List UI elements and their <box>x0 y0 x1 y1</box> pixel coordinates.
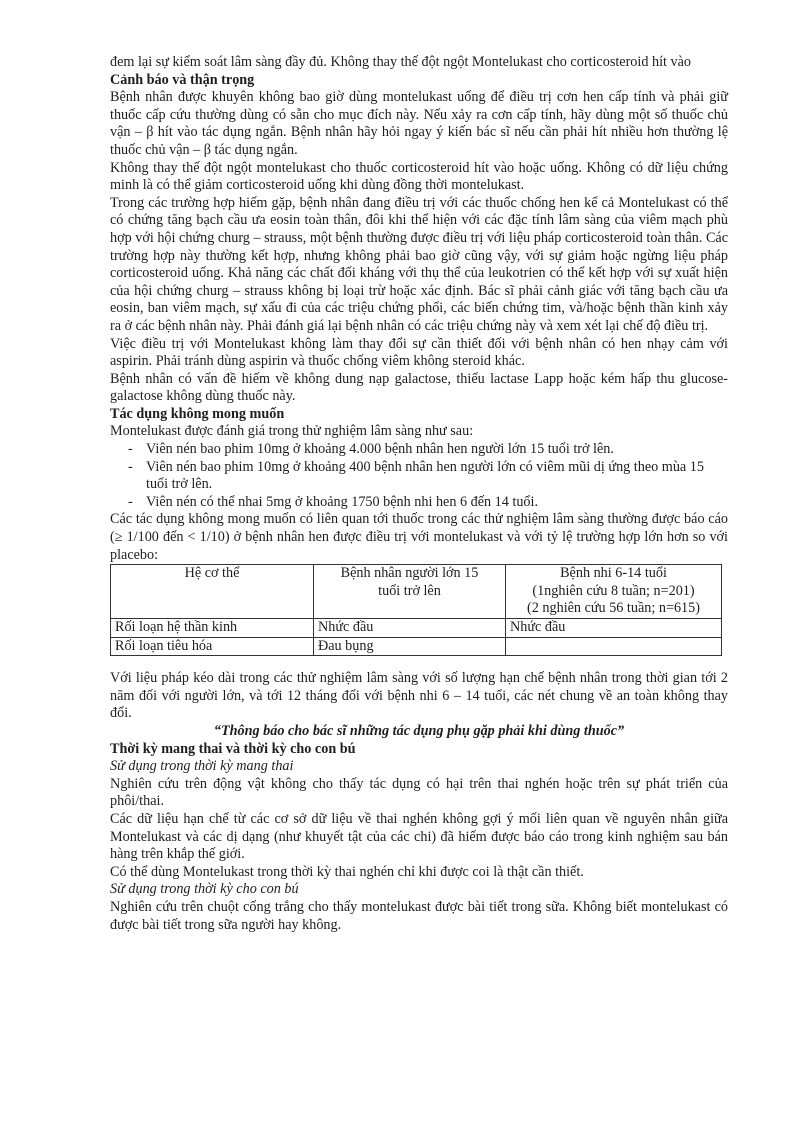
adverse-effects-table <box>110 564 722 656</box>
header-text: Hệ cơ thể <box>184 565 240 582</box>
heading-pregnancy-lactation: Thời kỳ mang thai và thời kỳ cho con bú <box>110 740 356 757</box>
paragraph-warning-4: Việc điều trị với Montelukast không làm thay đổi sự cần thiết đối với bệnh nhân có hen nhạy cảm với aspirin. Phải tránh dùng aspirin và thuốc chống viêm không steroid khác. <box>110 335 728 370</box>
paragraph-warning-2: Không thay thế đột ngột montelukast cho thuốc corticosteroid hít vào hoặc uống. Không có dữ liệu chứng minh là có thể giảm corticosteroid uống khi dùng đồng thời montelukast. <box>110 159 728 194</box>
paragraph-adverse-table-intro: Các tác dụng không mong muốn có liên quan tới thuốc trong các thử nghiệm lâm sàng thường được báo cáo (≥ 1/100 đến < 1/10) ở bệnh nhân hen được điều trị với montelukast và với tỷ lệ trường hợp lớn hơn so với placebo: <box>110 511 728 563</box>
paragraph-warning-5: Bệnh nhân có vấn đề hiếm về không dung nạp galactose, thiếu lactase Lapp hoặc kém hấp thu glucose- galactose không dùng thuốc này. <box>110 370 728 405</box>
table-cell <box>506 637 722 656</box>
paragraph-long-term: Với liệu pháp kéo dài trong các thử nghiệm lâm sàng với số lượng hạn chế bệnh nhân trong thời gian tới 2 năm đối với người lớn, và tới 12 tháng đối với bệnh nhi 6 – 14 tuổi, các nét chung về an toàn không thay đổi. <box>110 670 728 722</box>
heading-warnings: Cảnh báo và thận trọng <box>110 71 255 88</box>
table-header-body-system <box>111 565 314 619</box>
header-text: (2 nghiên cứu 56 tuần; n=615) <box>527 600 700 617</box>
paragraph-intro: đem lại sự kiểm soát lâm sàng đầy đủ. Không thay thế đột ngột Montelukast cho corticosteroid hít vào <box>110 54 691 70</box>
doctor-notice-quote: “Thông báo cho bác sĩ những tác dụng phụ gặp phải khi dùng thuốc” <box>213 722 625 739</box>
table-cell: Nhức đầu <box>506 619 722 638</box>
paragraph-pregnancy-2: Các dữ liệu hạn chế từ các cơ sở dữ liệu về thai nghén không gợi ý mối liên quan về nguyên nhân giữa Montelukast và các dị dạng (như khuyết tật của các chi) đã hiếm được báo cáo trong kinh nghiệm sau bán hàng trên khắp thế giới. <box>110 810 728 863</box>
table-row <box>111 619 722 638</box>
paragraph-warning-1: Bệnh nhân được khuyên không bao giờ dùng montelukast uống để điều trị cơn hen cấp tính và phải giữ thuốc cấp cứu thường dùng có sẵn cho mục đích này. Nếu xảy ra cơn cấp tính, hãy dùng một số thuốc chủ vận – β hít vào tác dụng ngắn. Bệnh nhân hãy hỏi ngay ý kiến bác sĩ nếu cần phải hít nhiều hơn thường lệ thuốc chủ vận – β tác dụng ngắn. <box>110 89 728 158</box>
table-cell: Đau bụng <box>314 637 506 656</box>
adverse-trial-list <box>110 441 728 511</box>
header-text: Bệnh nhân người lớn 15 <box>340 565 479 582</box>
list-item: - Viên nén bao phim 10mg ở khoảng 4.000 bệnh nhân hen người lớn 15 tuổi trở lên. <box>128 441 728 459</box>
list-item: - Viên nén bao phim 10mg ở khoảng 400 bệnh nhân hen người lớn có viêm mũi dị ứng theo mùa 15 tuổi trở lên. <box>128 459 728 494</box>
header-text: tuổi trở lên <box>378 582 441 599</box>
table-cell: Rối loạn hệ thần kinh <box>111 619 314 638</box>
header-text: (1nghiên cứu 8 tuần; n=201) <box>532 582 695 599</box>
paragraph-pregnancy-1: Nghiên cứu trên động vật không cho thấy tác dụng có hại trên thai nghén hoặc trên sự phát triển của phôi/thai. <box>110 775 728 810</box>
header-text: Bệnh nhi 6-14 tuổi <box>560 565 667 582</box>
subheading-lactation: Sử dụng trong thời kỳ cho con bú <box>110 881 299 898</box>
table-cell: Nhức đầu <box>314 619 506 638</box>
table-header-row <box>111 565 722 619</box>
subheading-pregnancy: Sử dụng trong thời kỳ mang thai <box>110 758 294 775</box>
paragraph-warning-3: Trong các trường hợp hiếm gặp, bệnh nhân đang điều trị với các thuốc chống hen kể cả Montelukast có thể có chứng tăng bạch cầu ưa eosin toàn thân, đôi khi thể hiện với các đặc tính lâm sàng của viêm mạch phù hợp với hội chứng churg – strauss, một bệnh thường được điều trị với liệu pháp corticosteroid toàn thân. Các trường hợp này thường kết hợp, nhưng không phải bao giờ cũng vậy, với sự giảm hoặc ngừng liệu pháp corticosteroid uống. Khả năng các chất đối kháng với thụ thể của leukotrien có thể kết hợp với sự xuất hiện của hội chứng churg – strauss không bị loại trừ hoặc xác định. Bác sĩ phải cảnh giác với tăng bạch cầu ưa eosin, ban viêm mạch, sự xấu đi của các triệu chứng phổi, các biến chứng tim, và/hoặc bệnh thần kinh xảy ra ở các bệnh nhân này. Phải đánh giá lại bệnh nhân có các triệu chứng này và xem xét lại chế độ điều trị. <box>110 194 728 334</box>
table-cell: Rối loạn tiêu hóa <box>111 637 314 656</box>
table-row <box>111 637 722 656</box>
paragraph-adverse-intro: Montelukast được đánh giá trong thử nghiệm lâm sàng như sau: <box>110 423 474 440</box>
paragraph-pregnancy-3: Có thể dùng Montelukast trong thời kỳ thai nghén chỉ khi được coi là thật cần thiết. <box>110 863 584 880</box>
paragraph-lactation-1: Nghiên cứu trên chuột cống trắng cho thấy montelukast được bài tiết trong sữa. Không biết montelukast có được bài tiết trong sữa người hay không. <box>110 898 728 933</box>
list-item: - Viên nén có thể nhai 5mg ở khoảng 1750 bệnh nhi hen 6 đến 14 tuổi. <box>128 494 728 512</box>
heading-adverse-effects: Tác dụng không mong muốn <box>110 405 285 422</box>
table-header-children <box>506 565 722 619</box>
table-header-adults <box>314 565 506 619</box>
